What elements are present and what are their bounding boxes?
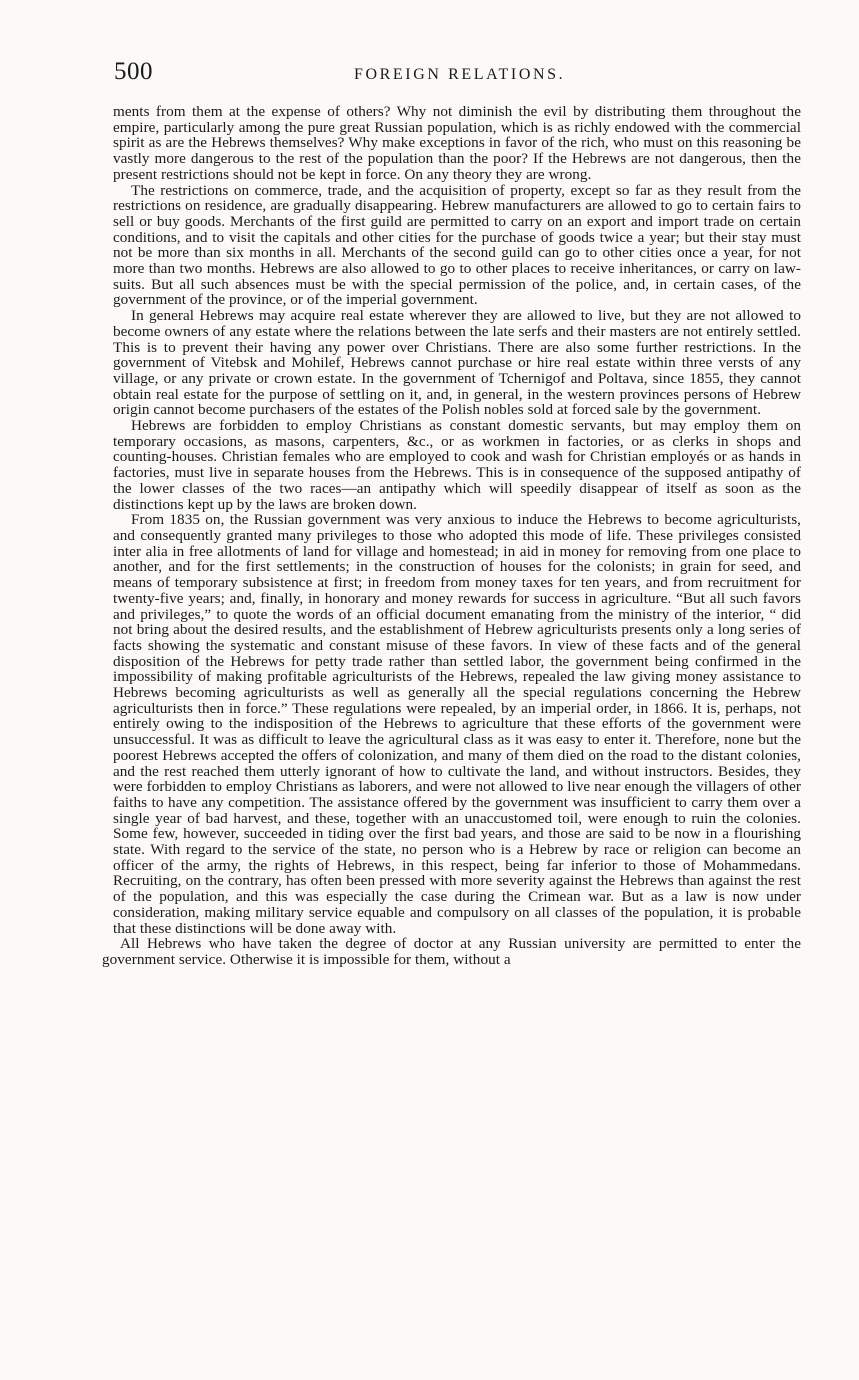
paragraph-3: In general Hebrews may acquire real estate wherever they are allowed to live, but they are not allowed to become owners of any estate where the relations between the late serfs and their masters are not entirely settled. This is to prevent their having any power over Christians. There are also some further restrictions. In the government of Vitebsk and Mohilef, Hebrews cannot purchase or hire real estate within three versts of any village, or any private or crown estate. In the government of Tchernigof and Poltava, since 1855, they cannot obtain real estate for the purpose of settling on it, and, in general, in the western provinces persons of Hebrew origin cannot become purchasers of the estates of the Polish nobles sold at forced sale by the government. (113, 307, 801, 419)
running-title: FOREIGN RELATIONS. (354, 66, 566, 83)
paragraph-6: All Hebrews who have taken the degree of doctor at any Russian university are permitted to enter the government service. Otherwise it is impossible for them, without a (102, 935, 801, 968)
paragraph-5: From 1835 on, the Russian government was very anxious to induce the Hebrews to become agriculturists, and consequently granted many privileges to those who adopted this mode of life. These privileges consisted inter alia in free allotments of land for village and homestead; in aid in money for removing from one place to another, and for the first settlements; in the construction of houses for the colonists; in grain for seed, and means of temporary subsistence at first; in freedom from money taxes for ten years, and from recruitment for twenty-five years; and, finally, in honorary and money rewards for success in agriculture. “But all such favors and privileges,” to quote the words of an official document emanating from the ministry of the interior, “ did not bring about the desired results, and the establishment of Hebrew agriculturists presents only a long series of facts showing the systematic and constant misuse of these favors. In view of these facts and of the general disposition of the Hebrews for petty trade rather than settled labor, the government being confirmed in the impossibility of making profitable agriculturists of the Hebrews, repealed the law giving money assistance to Hebrews becoming agriculturists as well as generally all the special regulations concerning the Hebrew agriculturists then in force.” These regulations were repealed, by an imperial order, in 1866. It is, perhaps, not entirely owing to the indisposition of the Hebrews to agriculture that these efforts of the government were unsuccessful. It was as difficult to leave the agricultural class as it was easy to enter it. Therefore, none but the poorest Hebrews accepted the offers of colonization, and many of them died on the road to the distant colonies, and the rest reached them utterly ignorant of how to cultivate the land, and without instructors. Besides, they were forbidden to employ Christians as laborers, and were not allowed to live near enough the villagers of other faiths to have any competition. The assistance offered by the government was insufficient to carry them over a single year of bad harvest, and these, together with an unaccustomed toil, were enough to ruin the colonies. Some few, however, succeeded in tiding over the first bad years, and those are said to be now in a flourishing state. With regard to the service of the state, no person who is a Hebrew by race or religion can become an officer of the army, the rights of Hebrews, in this respect, being far inferior to those of Mohammedans. Recruiting, on the contrary, has often been pressed with more severity against the Hebrews than against the rest of the population, and this was especially the case during the Crimean war. But as a law is now under consideration, making military service equable and compulsory on all classes of the population, it is probable that these distinctions will be done away with. (113, 511, 801, 937)
page-number: 500 (114, 58, 153, 85)
paragraph-1: ments from them at the expense of others? Why not diminish the evil by distributing them throughout the empire, particularly among the pure great Russian population, which is as richly endowed with the commercial spirit as are the Hebrews themselves? Why make exceptions in favor of the rich, who must on this reasoning be vastly more dangerous to the rest of the population than the poor? If the Hebrews are not dangerous, then the present restrictions should not be kept in force. On any theory they are wrong. (113, 103, 801, 183)
paragraph-4: Hebrews are forbidden to employ Christians as constant domestic servants, but may employ them on temporary occasions, as masons, carpenters, &c., or as workmen in factories, or as clerks in shops and counting-houses. Christian females who are employed to cook and wash for Christian employés or as hands in factories, must live in separate houses from the Hebrews. This is in consequence of the supposed antipathy of the lower classes of the two races—an antipathy which will speedily disappear of itself as soon as the distinctions kept up by the laws are broken down. (113, 417, 801, 513)
page-header (114, 58, 774, 94)
body-text (102, 103, 801, 968)
paragraph-2: The restrictions on commerce, trade, and the acquisition of property, except so far as they result from the restrictions on residence, are gradually disappearing. Hebrew manufacturers are allowed to go to certain fairs to sell or buy goods. Merchants of the first guild are permitted to carry on an export and import trade on certain conditions, and to visit the capitals and other cities for the purchase of goods twice a year; but their stay must not be more than six months in all. Merchants of the second guild can go to other cities once a year, for not more than two months. Hebrews are also allowed to go to other places to receive inheritances, or carry on law-suits. But all such absences must be with the special permission of the police, and, in certain cases, of the government of the province, or of the imperial government. (113, 181, 801, 309)
